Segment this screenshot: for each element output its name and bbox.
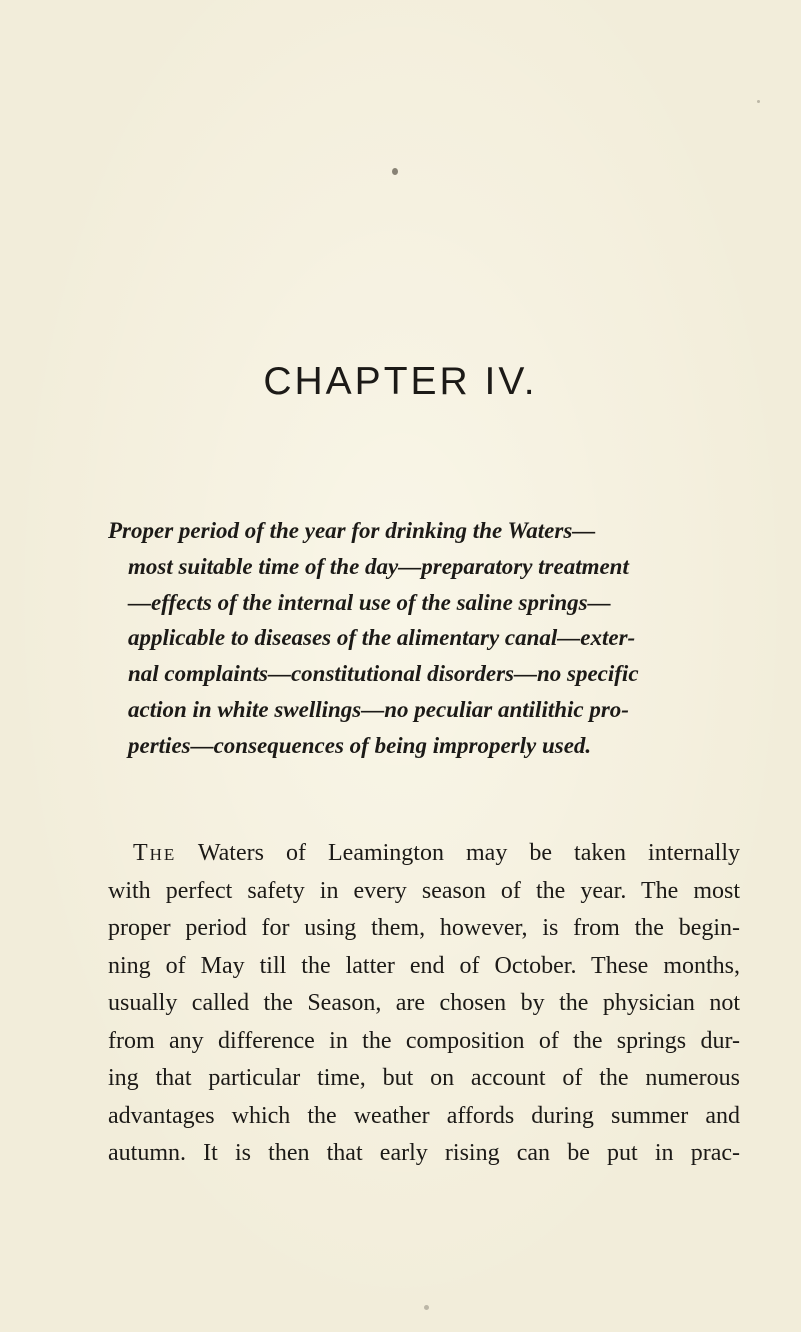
body-line: ning of May till the latter end of October. These months, <box>108 952 740 979</box>
body-line: ing that particular time, but on account of the numerous <box>108 1065 740 1091</box>
body-line: autumn. It is then that early rising can be put in prac- <box>108 1140 740 1166</box>
chapter-summary <box>108 513 740 764</box>
summary-line: —effects of the internal use of the saline springs— <box>128 589 611 615</box>
body-line: proper period for using them, however, is from the begin- <box>108 915 740 941</box>
summary-line: Proper period of the year for drinking the Waters— <box>108 518 596 543</box>
chapter-heading: CHAPTER IV. <box>263 360 538 403</box>
body-line: from any difference in the composition of the springs dur- <box>108 1027 740 1054</box>
body-line: usually called the Season, are chosen by the physician not <box>108 990 740 1016</box>
summary-line: nal complaints—constitutional disorders—no specific <box>128 661 639 687</box>
summary-line: action in white swellings—no peculiar antilithic pro- <box>128 696 629 722</box>
body-line <box>108 835 740 873</box>
ink-speck <box>424 1305 429 1310</box>
summary-line: perties—consequences of being improperly used. <box>128 732 592 758</box>
body-line-text: Waters of Leamington may be taken internally <box>176 840 740 866</box>
ink-speck <box>757 100 760 103</box>
body-line: advantages which the weather affords during summer and <box>108 1102 740 1129</box>
summary-line: most suitable time of the day—preparatory treatment <box>128 553 629 579</box>
body-paragraph <box>108 835 740 1173</box>
summary-line: applicable to diseases of the alimentary canal—exter- <box>128 625 636 651</box>
body-line: with perfect safety in every season of the year. The most <box>108 877 740 904</box>
ink-speck <box>392 168 398 175</box>
lead-word: The <box>133 840 177 866</box>
